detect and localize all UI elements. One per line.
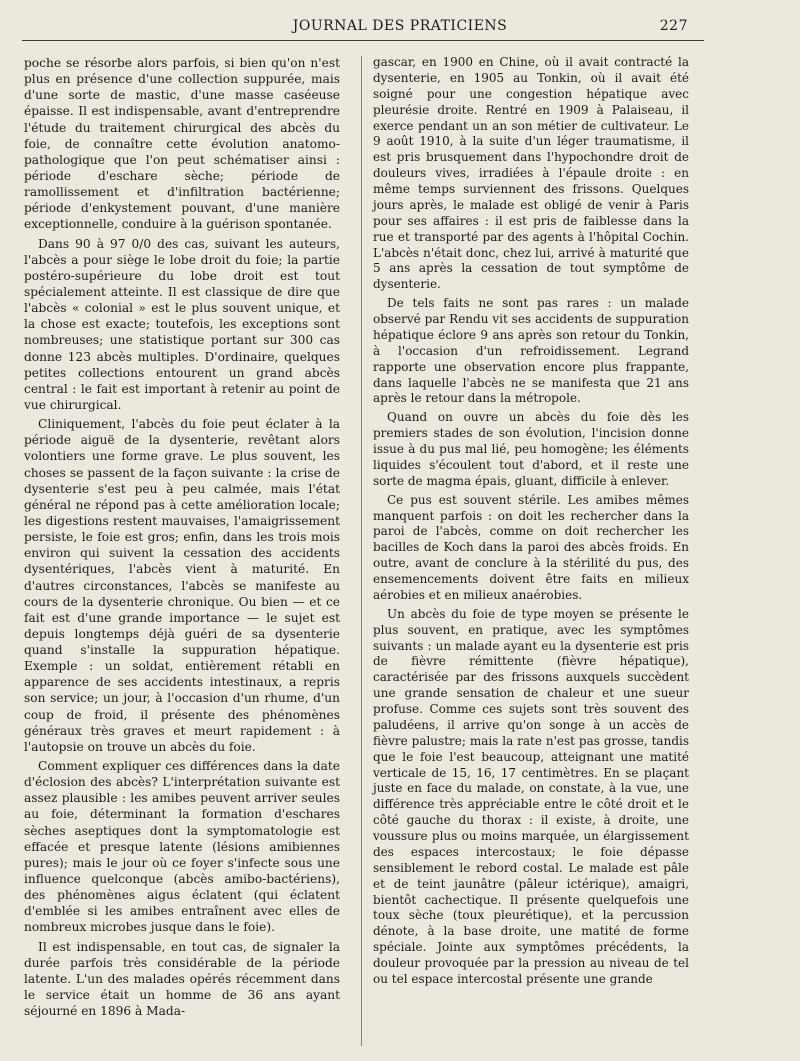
paragraph: gascar, en 1900 en Chine, où il avait contracté la dysenterie, en 1905 au Tonkin, où il avait été soigné pour une congestion hépatique avec pleurésie droite. Rentré en 1909 à Palaiseau, il exerce pendant un an son métier de cultivateur. Le 9 août 1910, à la suite d'un léger traumatisme, il est pris brusquement dans l'hypochondre droit de douleurs vives, irradiées à l'épaule droite : en même temps surviennent des frissons. Quelques jours après, le malade est obligé de venir à Paris pour ses affaires : il est pris de faiblesse dans la rue et transporté par des agents à l'hôpital Cochin. L'abcès n'était donc, chez lui, arrivé à maturité que 5 ans après la cessation de tout symptôme de dysenterie.: [373, 55, 689, 292]
paragraph: De tels faits ne sont pas rares : un malade observé par Rendu vit ses accidents de suppuration hépatique éclore 9 ans après son retour du Tonkin, à l'occasion d'un refroidissement. Legrand rapporte une observation encore plus frappante, dans laquelle l'abcès ne se manifesta que 21 ans après le retour dans la métropole.: [373, 296, 689, 406]
paragraph: Quand on ouvre un abcès du foie dès les premiers stades de son évolution, l'incision donne issue à du pus mal lié, peu homogène; les éléments liquides s'écoulent tout d'abord, et il reste une sorte de magma épais, gluant, difficile à enlever.: [373, 410, 689, 488]
paragraph: Un abcès du foie de type moyen se présente le plus souvent, en pratique, avec les symptômes suivants : un malade ayant eu la dysenterie est pris de fièvre rémittente (fièvre hépatique), caractérisée par des frissons auxquels succèdent une grande sensation de chaleur et une sueur profuse. Comme ces sujets sont très souvent des paludéens, il arrive qu'on songe à un accès de fièvre palustre; mais la rate n'est pas grosse, tandis que le foie l'est beaucoup, atteignant une matité verticale de 15, 16, 17 centimètres. En se plaçant juste en face du malade, on constate, à la vue, une différence très appréciable entre le côté droit et le côté gauche du thorax : il existe, à droite, une voussure plus ou moins marquée, un élargissement des espaces intercostaux; le foie dépasse sensiblement le rebord costal. Le malade est pâle et de teint jaunâtre (pâleur ictérique), amaigri, bientôt cachectique. Il présente quelquefois une toux sèche (toux pleurétique), et la percussion dénote, à la base droite, une matité de forme spéciale. Jointe aux symptômes précédents, la douleur provoquée par la pression au niveau de tel ou tel espace intercostal présente une grande: [373, 606, 689, 986]
paragraph: Il est indispensable, en tout cas, de signaler la durée parfois très considérable de la période latente. L'un des malades opérés récemment dans le service était un homme de 36 ans ayant séjourné en 1896 à Mada-: [24, 939, 340, 1019]
right-column: [373, 55, 689, 991]
paragraph: Ce pus est souvent stérile. Les amibes mêmes manquent parfois : on doit les rechercher dans la paroi de l'abcès, comme on doit rechercher les bacilles de Koch dans la paroi des abcès froids. En outre, avant de conclure à la stérilité du pus, des ensemencements doivent être faits en milieux aérobies et en milieux anaérobies.: [373, 492, 689, 602]
header-rule: [22, 40, 704, 41]
paragraph: Cliniquement, l'abcès du foie peut éclater à la période aiguë de la dysenterie, revêtant alors volontiers une forme grave. Le plus souvent, les choses se passent de la façon suivante : la crise de dysenterie s'est peu à peu calmée, mais l'état général ne répond pas à cette amélioration locale; les digestions restent mauvaises, l'amaigrissement persiste, le foie est gros; enfin, dans les trois mois environ qui suivent la cessation des accidents dysentériques, l'abcès vient à maturité. En d'autres circonstances, l'abcès se manifeste au cours de la dysenterie chronique. Ou bien — et ce fait est d'une grande importance — le sujet est depuis longtemps déjà guéri de sa dysenterie quand s'installe la suppuration hépatique. Exemple : un soldat, entièrement rétabli en apparence de ses accidents intestinaux, a repris son service; un jour, à l'occasion d'un rhume, d'un coup de froid, il présente des phénomènes généraux très graves et meurt rapidement : à l'autopsie on trouve un abcès du foie.: [24, 417, 340, 754]
paragraph: poche se résorbe alors parfois, si bien qu'on n'est plus en présence d'une collection suppurée, mais d'une sorte de mastic, d'une masse caséeuse épaisse. Il est indispensable, avant d'entreprendre l'étude du traitement chirurgical des abcès du foie, de connaître cette évolution anatomo-pathologique que l'on peut schématiser ainsi : période d'eschare sèche; période de ramollissement et d'infiltration bactérienne; période d'enkystement pouvant, d'une manière exceptionnelle, conduire à la guérison spontanée.: [24, 56, 340, 232]
journal-title: JOURNAL DES PRATICIENS: [292, 18, 508, 34]
paragraph: Dans 90 à 97 0/0 des cas, suivant les auteurs, l'abcès a pour siège le lobe droit du foie; la partie postéro-supérieure du lobe droit est tout spécialement atteinte. Il est classique de dire que l'abcès « colonial » est le plus souvent unique, et la chose est exacte; toutefois, les exceptions sont nombreuses; une statistique portant sur 300 cas donne 123 abcès multiples. D'ordinaire, quelques petites collections entourent un grand abcès central : le fait est important à retenir au point de vue chirurgical.: [24, 236, 340, 412]
left-column: [24, 55, 340, 1022]
running-header: [0, 18, 800, 40]
column-divider: [361, 56, 362, 1046]
page-number: 227: [659, 18, 688, 34]
paragraph: Comment expliquer ces différences dans la date d'éclosion des abcès? L'interprétation suivante est assez plausible : les amibes peuvent arriver seules au foie, déterminant la formation d'eschares sèches aseptiques dont la symptomatologie est effacée et presque latente (lésions amibiennes pures); mais le jour où ce foyer s'infecte sous une influence quelconque (abcès amibo-bactériens), des phénomènes aigus éclatent (qui éclatent d'emblée si les amibes entraînent avec elles de nombreux microbes jusque dans le foie).: [24, 759, 340, 935]
